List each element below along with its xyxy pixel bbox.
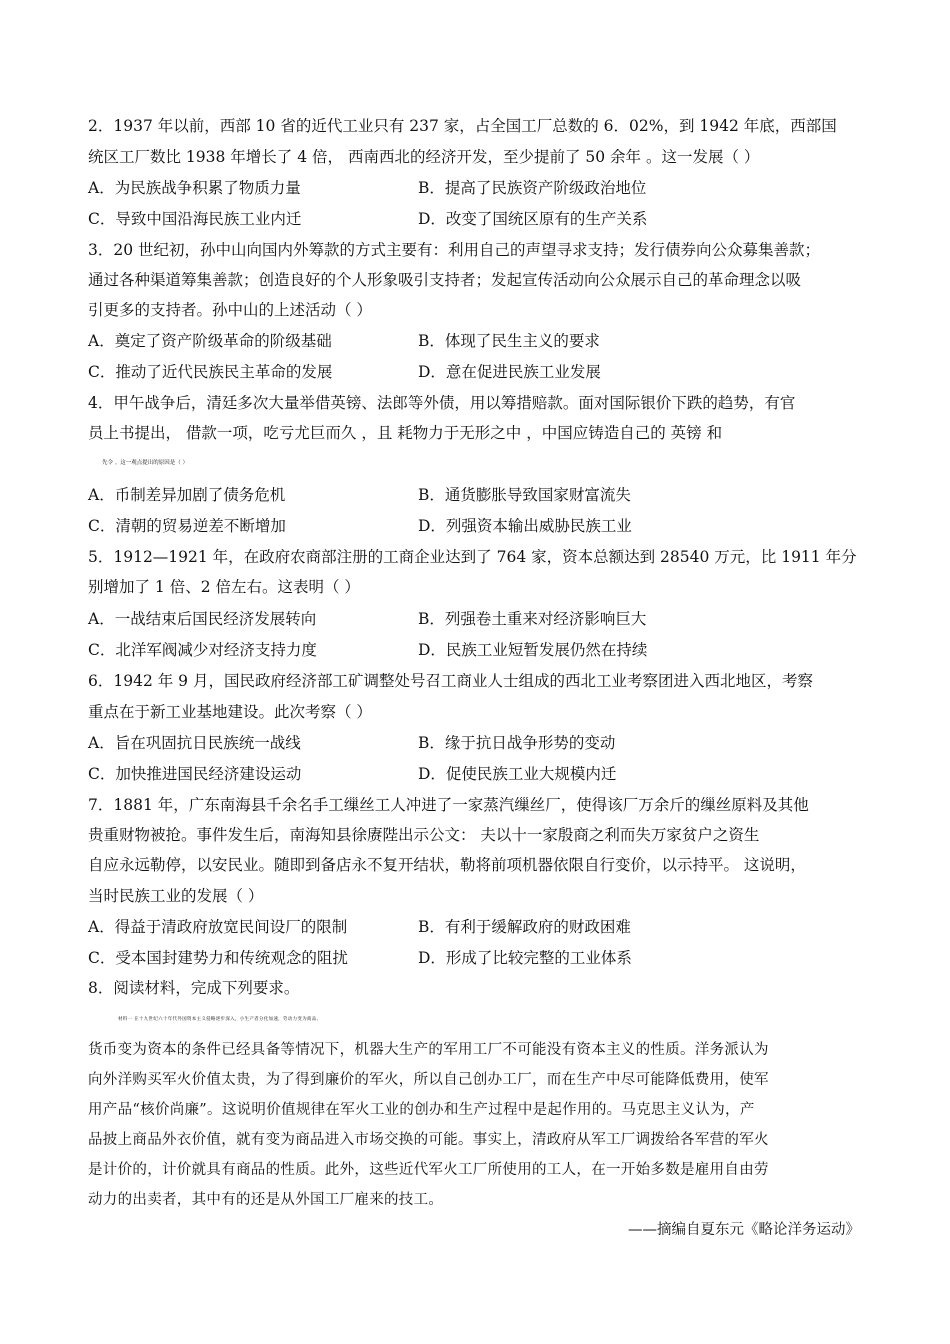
q6-stem-line-2: 重点在于新工业基地建设。此次考察（ ）: [88, 703, 372, 721]
q3-option-c: C．推动了近代民族民主革命的发展: [88, 363, 333, 381]
q5-option-a: A．一战结束后国民经济发展转向: [88, 610, 317, 628]
q5-option-c: C．北洋军阀减少对经济支持力度: [88, 641, 317, 659]
q3-option-a: A．奠定了资产阶级革命的阶级基础: [88, 332, 332, 350]
q2-option-c: C．导致中国沿海民族工业内迁: [88, 210, 302, 228]
q7-stem-line-3: 自应永远勒停，以安民业。随即到备店永不复开结状，勒将前项机器依限自行变价，以示持平。 这说明，: [88, 856, 806, 874]
q8-material-source: ——摘编自夏东元《略论洋务运动》: [628, 1222, 860, 1238]
q4-option-d: D．列强资本输出威胁民族工业: [418, 517, 632, 535]
q2-option-b: B．提高了民族资产阶级政治地位: [418, 179, 647, 197]
q6-option-a: A．旨在巩固抗日民族统一战线: [88, 734, 301, 752]
q3-stem-line-3: 引更多的支持者。孙中山的上述活动（ ）: [88, 301, 372, 319]
q4-option-c: C．清朝的贸易逆差不断增加: [88, 517, 286, 535]
q8-material-line-6: 是计价的，计价就具有商品的性质。此外，这些近代军火工厂所使用的工人，在一开始多数是雇用自由劳: [88, 1162, 769, 1178]
q8-title: 8．阅读材料，完成下列要求。: [88, 979, 300, 997]
q6-option-c: C．加快推进国民经济建设运动: [88, 765, 302, 783]
q7-stem-line-2: 贵重财物被抢。事件发生后，南海知县徐赓陛出示公文： 夫以十一家殷商之利而失万家贫户之资生: [88, 826, 760, 844]
q4-stem-line-3: 先令 。这一观点提出的原因是（ ）: [102, 460, 188, 466]
q7-option-b: B．有利于缓解政府的财政困难: [418, 918, 631, 936]
q8-material-line-2: 货币变为资本的条件已经具备等情况下，机器大生产的军用工厂不可能没有资本主义的性质。洋务派认为: [88, 1042, 769, 1058]
q8-material-line-3: 向外洋购买军火价值太贵，为了得到廉价的军火，所以自己创办工厂，而在生产中尽可能降低费用，使军: [88, 1072, 769, 1088]
q4-stem-line-1: 4．甲午战争后，清廷多次大量举借英镑、法郎等外债，用以筹措赔款。面对国际银价下跌的趋势，有官: [88, 394, 796, 412]
q7-option-c: C．受本国封建势力和传统观念的阻扰: [88, 949, 348, 967]
q7-stem-line-1: 7．1881 年，广东南海县千余名手工缫丝工人冲进了一家蒸汽缫丝厂，使得该厂万余斤的缫丝原料及其他: [88, 796, 809, 814]
q5-option-d: D．民族工业短暂发展仍然在持续: [418, 641, 648, 659]
q5-stem-line-2: 别增加了 1 倍、2 倍左右。这表明（ ）: [88, 578, 360, 596]
q6-option-b: B．缘于抗日战争形势的变动: [418, 734, 616, 752]
q8-material-line-5: 品披上商品外衣价值，就有变为商品进入市场交换的可能。事实上，清政府从军工厂调拨给各军营的军火: [88, 1132, 769, 1148]
q5-stem-line-1: 5．1912—1921 年，在政府农商部注册的工商企业达到了 764 家，资本总额达到 28540 万元，比 1911 年分: [88, 548, 857, 566]
q3-option-d: D．意在促进民族工业发展: [418, 363, 601, 381]
q2-stem-line-1: 2．1937 年以前，西部 10 省的近代工业只有 237 家，占全国工厂总数的 6．02%，到 1942 年底，西部国: [88, 117, 837, 135]
q8-material-line-7: 动力的出卖者，其中有的还是从外国工厂雇来的技工。: [88, 1192, 444, 1208]
q7-option-a: A．得益于清政府放宽民间设厂的限制: [88, 918, 348, 936]
q3-stem-line-2: 通过各种渠道筹集善款；创造良好的个人形象吸引支持者；发起宣传活动向公众展示自己的革命理念以吸: [88, 271, 802, 289]
q6-option-d: D．促使民族工业大规模内迁: [418, 765, 617, 783]
q2-option-a: A．为民族战争积累了物质力量: [88, 179, 301, 197]
q4-stem-line-2: 员上书提出， 借款一项，吃亏尤巨而久 ，且 耗物力于无形之中 ，中国应铸造自己的 英镑 和: [88, 424, 723, 442]
q7-stem-line-4: 当时民族工业的发展（ ）: [88, 887, 264, 905]
q7-option-d: D．形成了比较完整的工业体系: [418, 949, 632, 967]
q2-stem-line-2: 统区工厂数比 1938 年增长了 4 倍， 西南西北的经济开发，至少提前了 50 余年 。这一发展（ ）: [88, 148, 760, 166]
q4-option-a: A．币制差异加剧了债务危机: [88, 486, 286, 504]
q2-option-d: D．改变了国统区原有的生产关系: [418, 210, 648, 228]
q8-material-line-4: 用产品“核价尚廉”。这说明价值规律在军火工业的创办和生产过程中是起作用的。马克思主义认为，产: [88, 1102, 755, 1118]
q8-material-line-1: 材料一 在十九世纪六十年代外国资本主义侵略逐步深入，小生产者分化加速，劳动力变为商品、: [118, 1017, 322, 1022]
q5-option-b: B．列强卷土重来对经济影响巨大: [418, 610, 647, 628]
q6-stem-line-1: 6．1942 年 9 月，国民政府经济部工矿调整处号召工商业人士组成的西北工业考察团进入西北地区，考察: [88, 672, 813, 690]
q3-option-b: B．体现了民生主义的要求: [418, 332, 600, 350]
q4-option-b: B．通货膨胀导致国家财富流失: [418, 486, 631, 504]
q3-stem-line-1: 3．20 世纪初，孙中山向国内外筹款的方式主要有：利用自己的声望寻求支持；发行债券向公众募集善款；: [88, 241, 821, 259]
